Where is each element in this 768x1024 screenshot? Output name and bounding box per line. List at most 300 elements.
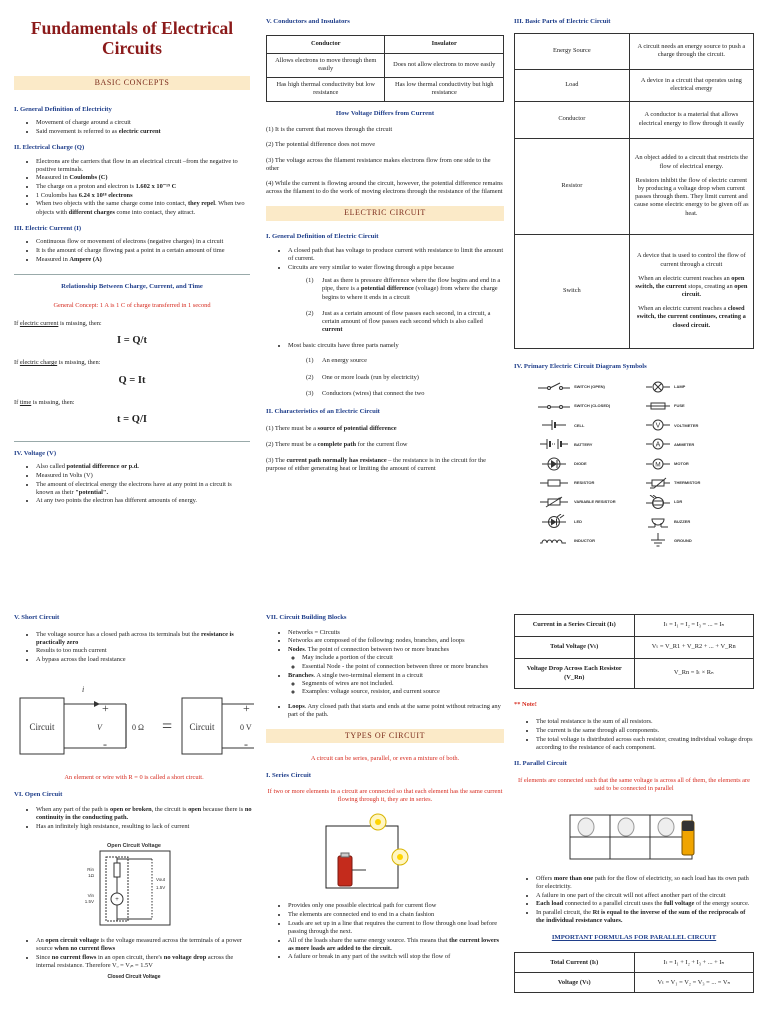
table-row [515, 33, 754, 69]
text: closed switch, the current continues, creating a closed circuit. [636, 305, 746, 329]
text: In parallel circuit, the [536, 909, 593, 917]
text: no voltage drop [163, 954, 207, 962]
rin-label: Rin [87, 867, 94, 873]
numbered-item [266, 310, 504, 335]
text: Nodes [288, 645, 305, 653]
list-item [288, 937, 504, 953]
characteristic-2 [266, 441, 504, 449]
list-item [536, 909, 754, 925]
symbol-label: AMMETER [674, 441, 695, 447]
minus-sign: - [244, 737, 248, 752]
band-electric-circuit: ELECTRIC CIRCUIT [266, 206, 504, 220]
list-item [36, 823, 254, 831]
list-item [36, 647, 254, 655]
text: come into contact, they attract. [114, 208, 196, 216]
section-definition-circuit: I. General Definition of Electric Circuit [266, 232, 379, 240]
sublist-nodes [288, 654, 504, 671]
text: connected to a parallel circuit uses the [563, 900, 664, 908]
list-item [288, 703, 504, 719]
text: for the current flow [356, 440, 408, 448]
table-cell: Does not allow electrons to move easily [385, 53, 504, 77]
text: is the voltage measured across the terminals of a power source [36, 937, 242, 953]
text: Offers [536, 874, 554, 882]
formula-value: Iₜ = I₁ = I₂ = I₃ = ... = Iₙ [634, 615, 754, 637]
plus-sign: + [243, 701, 250, 716]
section-open-circuit: VI. Open Circuit [14, 790, 63, 798]
symbol-ldr [646, 495, 754, 509]
text: Electrons are the carriers that flow in an electrical circuit –from the negative to positive terminals. [36, 157, 238, 173]
symbol-ammeter [646, 438, 754, 450]
list-item [302, 688, 504, 696]
table-row [267, 35, 504, 53]
voltage-label: V [97, 723, 102, 733]
text: Since [36, 954, 52, 962]
section-conductors-insulators: V. Conductors and Insulators [266, 18, 350, 25]
text [633, 275, 750, 300]
text: The voltage source has a closed path across its terminals but the [36, 630, 202, 638]
text: When an electric current reaches a [638, 305, 728, 313]
series-circuit-image [266, 810, 504, 898]
text: (3) The [266, 456, 287, 464]
symbol-fuse [646, 400, 754, 412]
formula-name: Voltage Drop Across Each Resistor (V_Rn) [515, 659, 635, 689]
text: . A single two-terminal element in a circuit [313, 671, 423, 679]
formula-name: Voltage (Vₜ) [515, 973, 635, 993]
equals-sign: = [162, 716, 173, 737]
text: Just as a certain amount of flow passes each second, in a circuit, a certain amount of flow passes each second which is also called [322, 309, 491, 325]
section-short-circuit: V. Short Circuit [14, 614, 60, 621]
section-electrical-charge: II. Electrical Charge (Q) [14, 143, 85, 151]
voltage-differs-title: How Voltage Differs from Current [335, 109, 435, 117]
text: A bypass across the load resistance [36, 656, 126, 664]
column-basic-concepts [14, 18, 250, 578]
short-circuit-note: An element or wire with R = 0 is called a short circuit. [64, 774, 204, 782]
text: Each load [536, 900, 564, 908]
text: Loads are set up in a line that requires the current to flow through one load before passing through the next. [288, 919, 498, 935]
symbol-label: FUSE [674, 403, 685, 409]
list-item [288, 953, 504, 961]
text: When an electric current reaches an [638, 274, 732, 282]
text: Resistors inhibit the flow of electric current by producing a voltage drop when current passes through them. They limit current and cause some electric energy to be given off as heat. [634, 176, 749, 217]
table-row [515, 659, 754, 689]
text: The current is the same through all components. [536, 726, 660, 734]
parallel-circuit-image [514, 801, 754, 867]
part-name: Load [515, 69, 630, 101]
symbol-variable-resistor [538, 496, 646, 508]
text: A failure or break in any part of the switch will stop the flow of [288, 953, 451, 961]
text: electric charge [19, 359, 58, 367]
thermistor-icon [646, 477, 670, 489]
open-circuit-title: Open Circuit Voltage [107, 843, 161, 850]
list-item [36, 481, 250, 497]
text: open switch, the current [635, 274, 745, 290]
text: Said movement is referred to as [36, 127, 119, 135]
band-basic-concepts: BASIC CONCEPTS [14, 76, 250, 90]
list-item [302, 663, 504, 671]
text: they repel [187, 200, 216, 208]
text: because there is [201, 806, 245, 814]
text: . The point of connection between two or more branches [304, 645, 450, 653]
part-name: Conductor [515, 101, 630, 138]
text: , the circuit is [151, 806, 189, 814]
list-item [302, 654, 504, 662]
vout-label: Vout [156, 877, 166, 883]
symbol-label: SWITCH (CLOSED) [574, 403, 611, 409]
list-item [302, 680, 504, 688]
list-item [36, 954, 254, 970]
symbol-voltmeter [646, 419, 754, 431]
list-building-blocks [266, 629, 504, 719]
closed-circuit-caption: Closed Circuit Voltage [107, 974, 161, 981]
list-item [36, 463, 250, 471]
circuit-label: Circuit [29, 722, 55, 733]
motor-icon [646, 458, 670, 470]
list-item [288, 646, 504, 671]
list-item [36, 200, 250, 216]
text: Provides only one possible electrical path for current flow [288, 902, 437, 910]
text: potential difference or p.d. [66, 463, 139, 471]
text: potential difference [360, 285, 414, 293]
text: If [14, 359, 20, 367]
text: When two objects with the same charge come into contact, [36, 200, 188, 208]
list-item [36, 497, 250, 505]
text: Measured in Volts (V) [36, 471, 93, 479]
formula-name: Total Current (Iₜ) [515, 953, 635, 973]
number: (2) [306, 373, 314, 381]
text: stops, creating an [686, 282, 735, 290]
list-definition-electricity [14, 119, 250, 136]
symbol-switch-closed [538, 401, 646, 411]
text: When any part of the path is [36, 806, 111, 814]
column-short-open-circuit [14, 614, 254, 1024]
text: different charges [68, 208, 115, 216]
text [322, 310, 504, 335]
text: Networks = Circuits [288, 628, 340, 636]
diode-icon [538, 457, 570, 471]
symbol-row [538, 531, 754, 550]
symbol-label: CELL [574, 422, 585, 428]
sublist-branches [288, 680, 504, 697]
text: Movement of charge around a circuit [36, 119, 131, 127]
list-series-circuit [266, 902, 504, 961]
open-circuit-voltage-diagram [14, 837, 254, 933]
symbol-inductor [538, 534, 646, 546]
symbol-buzzer [646, 514, 754, 528]
part-description: A device in a circuit that operates using electrical energy [629, 69, 753, 101]
list-item [36, 119, 250, 127]
resistance-label: 0 Ω [132, 723, 144, 733]
zero-voltage-label: 0 V [240, 723, 252, 733]
section-definition-electricity: I. General Definition of Electricity [14, 106, 112, 114]
characteristic-1 [266, 425, 504, 433]
number: (1) [306, 357, 314, 365]
part-description: A conductor is a material that allows electrical energy to flow through it easily [629, 101, 753, 138]
switch-closed-icon [538, 401, 570, 411]
list-voltage [14, 463, 250, 505]
list-electrical-charge [14, 158, 250, 217]
minus-sign: - [103, 737, 107, 752]
formula-block-charge [14, 359, 250, 387]
symbol-label: VOLTMETER [674, 422, 699, 428]
list-item [536, 718, 754, 726]
text: Ampere (A) [69, 255, 102, 263]
list-item [36, 238, 250, 246]
text: If [14, 319, 20, 327]
inductor-icon [538, 534, 570, 546]
list-item [288, 902, 504, 910]
symbol-label: VARIABLE RESISTOR [574, 499, 616, 505]
vout-value: 1.5V [156, 885, 166, 891]
band-types-of-circuit: TYPES OF CIRCUIT [266, 729, 504, 743]
list-item [36, 183, 250, 191]
text: Examples: voltage source, resistor, and current source [302, 688, 440, 696]
column-basic-parts [514, 18, 754, 578]
text: An [36, 937, 46, 945]
symbol-label: GROUND [674, 537, 692, 543]
table-row [515, 615, 754, 637]
ldr-icon [646, 495, 670, 509]
text: 1 Coulombs has [36, 191, 79, 199]
symbol-label: LDR [674, 499, 683, 505]
text: A device that is used to control the flow of current through a circuit [636, 252, 746, 268]
formula-value: Vₜ = V_R1 + V_R2 + ... + V_Rn [634, 637, 754, 659]
text: when no current flows [54, 945, 116, 953]
numbered-item [266, 374, 504, 382]
types-note: A circuit can be series, parallel, or even a mixture of both. [310, 755, 460, 763]
list-item [36, 937, 254, 953]
buzzer-icon [646, 514, 670, 528]
text: in an open circuit, there's [96, 954, 164, 962]
conductor-insulator-table [266, 35, 504, 102]
text: is missing, then: [57, 359, 101, 367]
text: electric current [118, 127, 161, 135]
characteristic-3 [266, 457, 504, 473]
symbol-row [538, 492, 754, 511]
table-header: Conductor [267, 35, 385, 53]
text: One or more loads (run by electricity) [322, 373, 419, 381]
vin-value: 1.5V [84, 899, 94, 905]
text: An object added to a circuit that restricts the flow of electrical energy. [634, 154, 748, 170]
symbol-lamp [646, 381, 754, 393]
series-note: If two or more elements in a circuit are connected so that each element has the same current flowing through it, they are in series. [267, 787, 503, 804]
text: A closed path that has voltage to produce current with resistance to limit the amount of current. [288, 247, 504, 263]
column-parallel-circuit [514, 614, 754, 1024]
list-item [36, 472, 250, 480]
text: Also called [36, 463, 67, 471]
formula-condition [14, 399, 250, 407]
text: The elements are connected end to end in a chain fashion [288, 911, 435, 919]
relationship-title: Relationship Between Charge, Current, and Time [61, 282, 203, 290]
list-item [288, 637, 504, 645]
symbol-motor [646, 458, 754, 470]
text: The charge on a proton and electron is [36, 183, 136, 191]
table-cell: Allows electrons to move through them easily [267, 53, 385, 77]
text: Measured in [36, 174, 70, 182]
section-series-circuit: I. Series Circuit [266, 772, 312, 780]
number: (1) [306, 277, 314, 285]
symbol-row [538, 377, 754, 396]
voltmeter-icon [646, 419, 670, 431]
led-icon [538, 514, 570, 528]
list-open-circuit-voltage [14, 937, 254, 970]
table-row [267, 77, 504, 101]
list-item [536, 892, 754, 900]
number: (2) [306, 309, 314, 317]
text: Branches [288, 671, 314, 679]
symbol-label: LED [574, 518, 582, 524]
list-item [36, 631, 254, 647]
list-item [536, 900, 754, 908]
text: 1.602 x 10⁻¹⁹ C [135, 183, 177, 191]
numbered-item [266, 277, 504, 302]
series-formula-table [514, 614, 754, 689]
cell-icon [538, 419, 570, 431]
text: open circuit voltage [45, 937, 99, 945]
text: Segments of wires are not included. [302, 679, 394, 687]
column-building-blocks [266, 614, 504, 1024]
symbol-row [538, 416, 754, 435]
battery-icon [538, 438, 570, 450]
text: (voltage) from where the charge begins to where it ends in a circuit [322, 285, 498, 301]
note-title: ** Note! [514, 701, 537, 708]
text: The total voltage is distributed across each resistor, creating individual voltage drops according to the resistance of each component. [536, 735, 753, 751]
table-row [515, 234, 754, 348]
list-item [36, 128, 250, 136]
text: (2) There must be a [266, 440, 318, 448]
list-open-circuit [14, 806, 254, 831]
list-item [36, 247, 250, 255]
text: Continuous flow or movement of electrons (negative charges) in a circuit [36, 238, 224, 246]
list-item [36, 806, 254, 822]
list-item [536, 727, 754, 735]
text: full voltage [663, 900, 695, 908]
symbol-row [538, 473, 754, 492]
symbol-row [538, 435, 754, 454]
number: (3) [306, 389, 314, 397]
list-item [288, 342, 504, 350]
formula-condition [14, 359, 250, 367]
table-row [267, 53, 504, 77]
list-item [36, 174, 250, 182]
numbered-item [266, 390, 504, 398]
vin-label: Vin [87, 893, 94, 899]
text: – the resistance is in the circuit for the purpose of either generating heat or limiting the amount of current [266, 456, 486, 473]
voltage-point-1: (1) It is the current that moves through the circuit [266, 126, 393, 134]
text: Essential Node - the point of connection between three or more branches [302, 662, 489, 670]
source-sign: + [115, 897, 119, 904]
section-characteristics: II. Characteristics of an Electric Circuit [266, 408, 380, 416]
table-row [515, 637, 754, 659]
table-header: Insulator [385, 35, 504, 53]
symbol-label: RESISTOR [574, 480, 595, 486]
symbol-led [538, 514, 646, 528]
symbol-row [538, 396, 754, 415]
text: complete path [317, 440, 357, 448]
text [633, 305, 750, 330]
text: The amount of electrical energy the electrons have at any point in a circuit is known as their [36, 480, 232, 496]
list-item [288, 911, 504, 919]
symbol-row [538, 454, 754, 473]
text: It is the amount of charge flowing past a point in a certain amount of time [36, 247, 225, 255]
list-item [288, 629, 504, 637]
formula-block-current [14, 320, 250, 348]
symbol-label: DIODE [574, 460, 587, 466]
text: Loops [288, 702, 305, 710]
text: resistance is practically zero [36, 630, 234, 646]
part-name: Resistor [515, 138, 630, 234]
symbol-label: BATTERY [574, 441, 593, 447]
formula-current: I = Q/t [117, 334, 147, 346]
list-short-circuit [14, 631, 254, 665]
symbol-switch-open [538, 382, 646, 392]
text: Measured in [36, 255, 70, 263]
column-electric-circuit [266, 18, 504, 578]
text: open or broken [110, 806, 152, 814]
formula-name: Total Voltage (Vₜ) [515, 637, 635, 659]
text: across the internal resistance. Therefore Vₒ = Vᵢₙ = 1.5V [36, 954, 234, 970]
section-parallel-circuit: II. Parallel Circuit [514, 759, 567, 767]
page-title: Fundamentals of Electrical Circuits [30, 18, 234, 59]
formula-value: V_Rn = Iₜ × Rₙ [634, 659, 754, 689]
text: Conductors (wires) that connect the two [322, 389, 425, 397]
list-item [536, 736, 754, 752]
text: "potential". [75, 488, 109, 496]
list-item [536, 875, 754, 891]
table-row [515, 953, 754, 973]
text: Just as there is pressure difference where the flow begins and end in a pipe, there is a [322, 277, 501, 293]
text: If [14, 398, 20, 406]
part-description [629, 234, 753, 348]
text: no current flows [51, 954, 97, 962]
symbol-row [538, 511, 754, 530]
table-row [515, 138, 754, 234]
list-item [36, 192, 250, 200]
text: path for the flow of electricity, so each load has its own path for electricity. [536, 874, 749, 891]
section-symbols: IV. Primary Electric Circuit Diagram Symbols [514, 362, 647, 370]
text: no continuity in the conducting path. [36, 806, 252, 822]
symbol-cell [538, 419, 646, 431]
symbol-diode [538, 457, 646, 471]
formula-condition [14, 320, 250, 328]
divider [14, 274, 250, 275]
text: electric current [19, 319, 59, 327]
text: is missing, then: [31, 398, 75, 406]
part-name: Switch [515, 234, 630, 348]
list-parallel-circuit [514, 875, 754, 926]
section-electric-current: III. Electric Current (I) [14, 224, 82, 232]
symbol-label: LAMP [674, 384, 686, 390]
part-name: Energy Source [515, 33, 630, 69]
text: open [188, 806, 202, 814]
voltage-point-3: (3) The voltage across the filament resistance makes electrons flow from one side to the other [266, 156, 491, 172]
text: Circuits are very similar to water flowing through a pipe because [288, 263, 455, 271]
text: the current lowers as more loads are added to the circuit. [288, 936, 500, 952]
text: (1) There must be a [266, 424, 318, 432]
text: An energy source [322, 357, 367, 365]
svg-text:A: A [655, 441, 661, 449]
text: Most basic circuits have three parts namely [288, 342, 399, 350]
symbols-grid [514, 377, 754, 550]
parallel-note: If elements are connected such that the same voltage is across all of them, the elements are said to be connected in parallel [518, 776, 750, 792]
text: The total resistance is the sum of all resistors. [536, 718, 653, 726]
short-circuit-diagram [14, 674, 254, 770]
text: Rt is equal to the inverse of the sum of the reciprocals of the individual resistance values. [536, 909, 746, 925]
text: of the energy source. [694, 900, 750, 908]
section-basic-parts: III. Basic Parts of Electric Circuit [514, 18, 611, 25]
symbol-label: INDUCTOR [574, 537, 596, 543]
symbol-battery [538, 438, 646, 450]
symbol-thermistor [646, 477, 754, 489]
